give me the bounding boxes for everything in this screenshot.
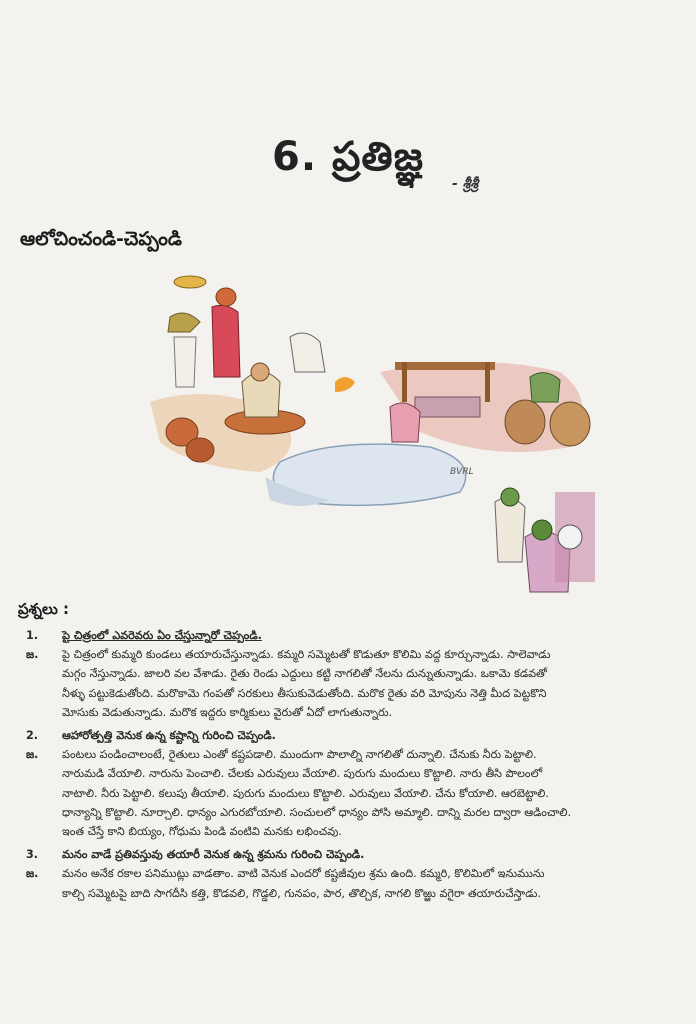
answer-line: మనం అనేక రకాల పనిముట్లు వాడతాం. వాటి వెనుక ఎందరో కష్టజీవుల శ్రమ ఉంది. కమ్మరి, కొలిమిలో ఇనుమును — [62, 867, 545, 881]
wire-reel — [558, 525, 582, 549]
answer-line: ధాన్యాన్ని కొట్టాలి. నూర్చాలి. ధాన్యం ఎగురబోయాలి. సంచులలో ధాన్యం పోసి అమ్మాలి. దాన్ని మరల ద్వారా ఆడించాలి. — [62, 805, 572, 819]
farmer-carrying-figure — [174, 337, 196, 387]
answer-line: ఇంత చేస్తే కాని బియ్యం, గోధుమ పిండి వంటివి మనకు లభించవు. — [62, 825, 342, 839]
question-text: పై చిత్రంలో ఎవరెవరు ఏం చేస్తున్నారో చెప్పండి. — [62, 629, 262, 642]
ploughman-figure — [530, 373, 560, 402]
question-text: మనం వాడే ప్రతివస్తువు తయారీ వెనుక ఉన్న శ్రమను గురించి చెప్పండి. — [62, 848, 365, 862]
forge-fire — [335, 377, 355, 392]
fisherman-figure — [390, 403, 420, 442]
basket — [174, 276, 206, 288]
bull-left — [505, 400, 545, 444]
worker-2-cap — [532, 520, 552, 540]
chapter-title: 6. ప్రతిజ్ఞ — [272, 134, 424, 180]
worker-1-cap — [501, 488, 519, 506]
illustrator-signature: BVRL — [450, 467, 474, 477]
loom-post-right — [485, 362, 490, 402]
woman-figure — [212, 305, 240, 377]
chapter-author: - శ్రీశ్రీ — [452, 176, 479, 192]
questions-list — [20, 626, 680, 903]
answer-2-line-1 — [20, 745, 680, 764]
question-2 — [20, 726, 680, 745]
blacksmith-figure — [290, 333, 325, 372]
questions-heading: ప్రశ్నలు : — [18, 600, 70, 618]
answer-line: పంటలు పండించాలంటే, రైతులు ఎంతో కష్టపడాలి. ముందుగా పొలాల్ని నాగలితో దున్నాలి. చేనుకు నీరు పెట్టాలి. — [62, 748, 537, 762]
answer-line: నాటాలి. నీరు పెట్టాలి. కలుపు తీయాలి. పురుగు మందులు కొట్టాలి. ఎరువులు వేయాలి. చేను కోయాలి. ఆరబెట్టాలి. — [62, 786, 549, 800]
worker-1-figure — [495, 498, 525, 562]
answer-2-line-4 — [20, 803, 680, 822]
answer-3-line-2 — [20, 884, 680, 903]
answer-3-line-1 — [20, 864, 680, 883]
answer-2-line-2 — [20, 764, 680, 783]
answer-2-line-3 — [20, 784, 680, 803]
section-heading: ఆలోచించండి-చెప్పండి — [20, 228, 182, 250]
question-1 — [20, 626, 680, 645]
answer-line: పై చిత్రంలో కుమ్మరి కుండలు తయారుచేస్తున్నాడు. కమ్మరి సమ్మెటతో కొడుతూ కొలిమి వద్ద కూర్చున్నాడు. సాలెవాడు — [62, 648, 551, 662]
question-number: 3. — [26, 848, 39, 862]
answer-line: నీళ్ళు పట్టుకెడుతోంది. మరొకామె గంపతో సరకులు తీసుకువెడుతోంది. మరొక రైతు వరి మోపును నెత్తి మీద పెట్టకొని — [62, 686, 547, 700]
loom-post-left — [402, 362, 407, 402]
potter-head — [251, 363, 269, 381]
answer-line: నారుమడి వేయాలి. నారును పెంచాలి. చేలకు ఎరువులు వేయాలి. పురుగు మందులు కొట్టాలి. నారు తీసి పొలంలో — [62, 767, 543, 781]
answer-line: మగ్గం నేస్తున్నాడు. జాలరి వల వేశాడు. రైతు రెండు ఎద్దులు కట్టి నాగలితో నేలను దున్నుతున్నాడు. ఒకామె కడవతో — [62, 667, 547, 681]
question-number: 1. — [26, 629, 39, 642]
question-3 — [20, 845, 680, 864]
answer-1-line-2 — [20, 664, 680, 683]
village-work-illustration — [130, 262, 610, 622]
answer-1-line-3 — [20, 684, 680, 703]
answer-1-line-4 — [20, 703, 680, 722]
answer-line: కాల్చి సమ్మెటపై బాది సాగదీసి కత్తి, కొడవలి, గొడ్డలి, గునపం, పార, తొల్చిక, నాగలి కొఱ్ఱు వగైరా తయారుచేస్తాడు. — [62, 886, 541, 900]
answer-2-line-5 — [20, 822, 680, 841]
answer-line: మోసుకు వెడుతున్నాడు. మరొక ఇద్దరు కార్మికులు వైరుతో ఏదో లాగుతున్నారు. — [62, 705, 393, 719]
loom-cloth — [415, 397, 480, 417]
answer-marker: జ. — [26, 748, 39, 762]
question-number: 2. — [26, 729, 39, 743]
answer-marker: జ. — [26, 867, 39, 881]
chapter-title-block — [0, 134, 696, 190]
bull-right — [550, 402, 590, 446]
paddy-sheaf — [168, 313, 200, 332]
answer-marker: జ. — [26, 648, 39, 662]
answer-1-line-1 — [20, 645, 680, 664]
question-text: ఆహారోత్పత్తి వెనుక ఉన్న కష్టాన్ని గురించి చెప్పండి. — [62, 729, 276, 743]
loom-beam — [395, 362, 495, 370]
clay-pot-2 — [186, 438, 214, 462]
head-pot — [216, 288, 236, 306]
